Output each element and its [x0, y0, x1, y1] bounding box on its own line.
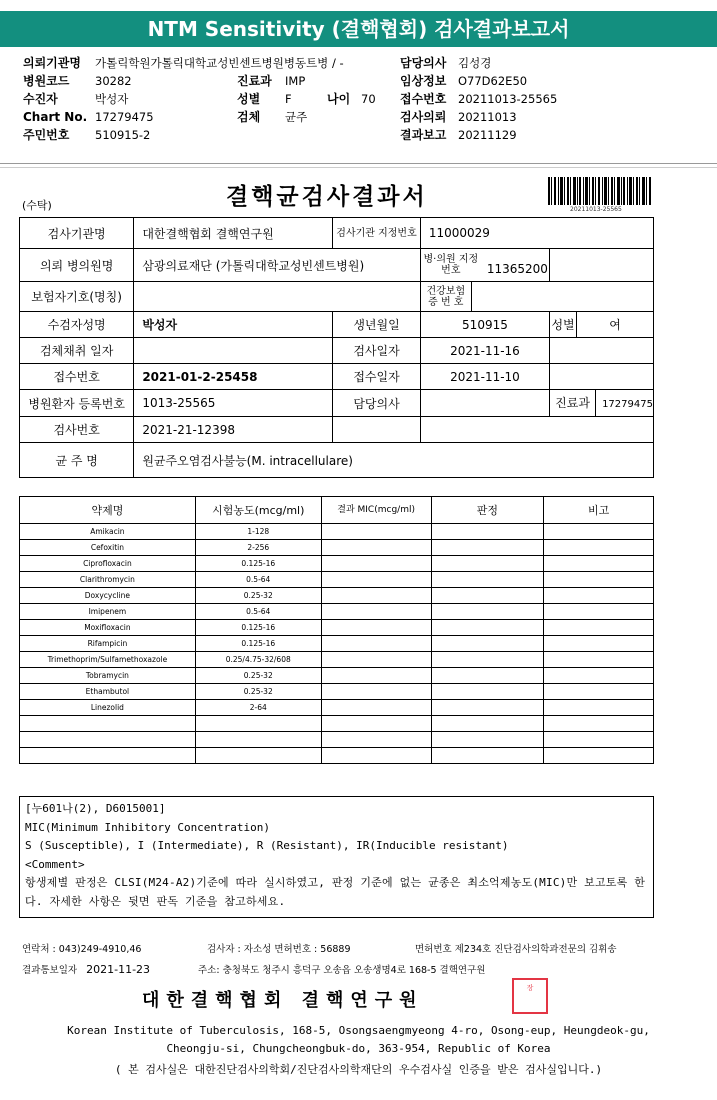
field-label: 진료과 [550, 390, 596, 416]
table-row [20, 620, 654, 636]
test-concentration: 0.125-16 [195, 556, 321, 572]
dept-cell [550, 390, 654, 417]
field-label: 검체채취 일자 [20, 338, 134, 364]
header-value: 김성경 [458, 56, 492, 70]
notes-comment: 항생제별 판정은 CLSI(M24-A2)기준에 따라 실시하였고, 판정 기준에 없는 균종은 최소억제농도(MIC)만 보고토록 한다. 자세한 사항은 뒷면 판독 기준을 참고하세요. [25, 876, 646, 908]
test-concentration: 2-256 [195, 540, 321, 556]
header-label: 주민번호 [23, 128, 70, 142]
interpretation [431, 572, 544, 588]
field-label: 균 주 명 [20, 443, 134, 478]
footer-report-date-value: 2021-11-23 [86, 963, 151, 976]
interpretation [431, 668, 544, 684]
divider [0, 163, 717, 164]
header-label: 검사의뢰 [400, 110, 447, 124]
test-concentration: 0.25-32 [195, 588, 321, 604]
drug-name: Ethambutol [20, 684, 196, 700]
column-header: 판정 [431, 497, 544, 524]
header-value: 17279475 [95, 110, 154, 124]
header-label: 담당의사 [400, 56, 447, 70]
header-ward: 병동트병 / - [283, 56, 344, 70]
column-header: 시험농도(mcg/ml) [195, 497, 321, 524]
official-seal-stamp: 장 [512, 978, 548, 1014]
mic-result [321, 684, 431, 700]
header-label: 성별 [237, 92, 261, 106]
header-middle-block [237, 72, 376, 126]
field-label: 검사일자 [333, 338, 421, 364]
drug-name [20, 732, 196, 748]
test-concentration: 0.25-32 [195, 668, 321, 684]
mic-result [321, 668, 431, 684]
column-header: 약제명 [20, 497, 196, 524]
column-header: 결과 MIC(mcg/ml) [321, 497, 431, 524]
strain-value: 원균주오염검사불능(M. intracellulare) [134, 443, 654, 478]
drug-name [20, 748, 196, 764]
drug-name: Rifampicin [20, 636, 196, 652]
field-label: 병원환자 등록번호 [20, 390, 134, 417]
remark [544, 732, 654, 748]
field-label: 병·의원 지정번호 11365200 [420, 249, 549, 282]
mic-result [321, 524, 431, 540]
notes-comment-label: <Comment> [25, 857, 85, 871]
consignment-label: (수탁) [22, 199, 52, 212]
test-concentration: 0.125-16 [195, 636, 321, 652]
header-value: O77D62E50 [458, 74, 528, 88]
field-label: 의뢰 병의원명 [20, 249, 134, 282]
footer-address: 주소: 충청북도 청주시 흥덕구 오송읍 오송생명4로 168-5 결핵연구원 [198, 965, 486, 976]
test-concentration [195, 716, 321, 732]
notes-legend: S (Susceptible), I (Intermediate), R (Resistant), IR(Inducible resistant) [25, 839, 509, 852]
table-row [20, 524, 654, 540]
interpretation [431, 732, 544, 748]
test-concentration: 0.5-64 [195, 572, 321, 588]
header-label: 수진자 [23, 92, 58, 106]
table-row [20, 282, 654, 312]
table-row [20, 716, 654, 732]
receipt-number: 2021-01-2-25458 [134, 364, 333, 390]
table-row [20, 652, 654, 668]
interpretation [431, 716, 544, 732]
requester-value: 삼광의료재단 (가톨릭대학교성빈센트병원) [134, 249, 421, 282]
english-address-line: Korean Institute of Tuberculosis, 168-5, Osongsaengmyeong 4-ro, Osong-eup, Heungdeok-gu, [67, 1024, 650, 1037]
dept-value: 17279475 [602, 399, 653, 410]
mic-result [321, 620, 431, 636]
test-concentration: 0.25/4.75-32/608 [195, 652, 321, 668]
footer-phone: 연락처 : 043)249-4910,46 [22, 944, 142, 955]
table-row [20, 417, 654, 443]
header-label: 임상정보 [400, 74, 447, 88]
field-label: 담당의사 [333, 390, 421, 417]
mic-result [321, 700, 431, 716]
registration-number: 1013-25565 [134, 390, 333, 417]
header-value: 70 [361, 92, 376, 106]
column-header: 비고 [544, 497, 654, 524]
doctor-value [420, 390, 549, 417]
header-label: Chart No. [23, 110, 88, 124]
footer-report-date [22, 962, 150, 976]
patient-name: 박성자 [134, 312, 333, 338]
empty-cell [333, 417, 421, 443]
remark [544, 652, 654, 668]
remark [544, 700, 654, 716]
header-value: 균주 [285, 110, 308, 124]
interpretation [431, 748, 544, 764]
field-label: 접수번호 [20, 364, 134, 390]
interpretation [431, 540, 544, 556]
header-value: 가톨릭학원가톨릭대학교성빈센트병원 [95, 56, 284, 70]
divider [0, 167, 717, 168]
mic-result [321, 588, 431, 604]
institution-number: 11000029 [420, 218, 653, 249]
susceptibility-table [19, 496, 654, 764]
remark [544, 572, 654, 588]
document-title: 결핵균검사결과서 [226, 183, 428, 210]
test-concentration: 1-128 [195, 524, 321, 540]
header-label: 의뢰기관명 [23, 56, 81, 70]
field-label: 보험자기호(명칭) [20, 282, 134, 312]
drug-name: Clarithromycin [20, 572, 196, 588]
notes-box [19, 796, 654, 918]
interpretation [431, 652, 544, 668]
test-concentration: 0.25-32 [195, 684, 321, 700]
interpretation [431, 684, 544, 700]
header-value: F [285, 92, 292, 106]
drug-name: Imipenem [20, 604, 196, 620]
mic-result [321, 748, 431, 764]
header-label: 진료과 [237, 74, 272, 88]
table-row [20, 338, 654, 364]
remark [544, 588, 654, 604]
notes-mic: MIC(Minimum Inhibitory Concentration) [25, 820, 271, 834]
interpretation [431, 588, 544, 604]
field-label: 검사번호 [20, 417, 134, 443]
drug-name: Linezolid [20, 700, 196, 716]
table-row [20, 604, 654, 620]
interpretation [431, 556, 544, 572]
patient-info-table [19, 217, 654, 478]
mic-result [321, 540, 431, 556]
interpretation [431, 604, 544, 620]
remark [544, 636, 654, 652]
remark [544, 556, 654, 572]
interpretation [431, 700, 544, 716]
test-concentration [195, 732, 321, 748]
remark [544, 684, 654, 700]
drug-name [20, 716, 196, 732]
interpretation [431, 524, 544, 540]
table-row [20, 588, 654, 604]
footer-license: 면허번호 제234호 진단검사의학과전문의 김휘송 [415, 944, 617, 955]
remark [544, 540, 654, 556]
mic-result [321, 604, 431, 620]
empty-cell [550, 364, 654, 390]
field-label: 검사기관명 [20, 218, 134, 249]
header-value: IMP [285, 74, 306, 88]
dob-value: 510915 [420, 312, 549, 338]
test-number: 2021-21-12398 [134, 417, 333, 443]
table-row [20, 700, 654, 716]
notes-code: [누601나(2), D6015001] [25, 802, 166, 815]
table-row [20, 218, 654, 249]
header-value: 20211013-25565 [458, 92, 558, 106]
test-concentration: 2-64 [195, 700, 321, 716]
mic-result [321, 636, 431, 652]
table-row [20, 540, 654, 556]
header-label: 검체 [237, 110, 261, 124]
remark [544, 604, 654, 620]
header-value: 20211129 [458, 128, 517, 142]
table-row [20, 556, 654, 572]
header-value: 20211013 [458, 110, 517, 124]
interpretation [431, 636, 544, 652]
table-row [20, 636, 654, 652]
mic-result [321, 572, 431, 588]
remark [544, 748, 654, 764]
barcode-image [548, 177, 652, 205]
mic-result [321, 732, 431, 748]
insurer-value [134, 282, 421, 312]
test-concentration: 0.125-16 [195, 620, 321, 636]
drug-name: Moxifloxacin [20, 620, 196, 636]
footer-tester: 검사자 : 자소성 면허번호 : 56889 [207, 944, 351, 955]
table-header-row [20, 497, 654, 524]
drug-name: Cefoxitin [20, 540, 196, 556]
collect-date [134, 338, 333, 364]
header-label: 나이 [327, 92, 351, 106]
header-value: 510915-2 [95, 128, 151, 142]
test-concentration [195, 748, 321, 764]
drug-name: Trimethoprim/Sulfamethoxazole [20, 652, 196, 668]
table-row [20, 390, 654, 417]
table-row [20, 668, 654, 684]
empty-cell [420, 417, 653, 443]
test-concentration: 0.5-64 [195, 604, 321, 620]
table-row [20, 364, 654, 390]
table-row [20, 312, 654, 338]
header-label: 병원코드 [23, 74, 70, 88]
remark [544, 668, 654, 684]
certification-note: ( 본 검사실은 대한진단검사의학회/진단검사의학재단의 우수검사실 인증을 받은 검사실입니다.) [114, 1063, 603, 1076]
barcode-number: 20211013-25565 [570, 206, 622, 213]
interpretation [431, 620, 544, 636]
table-row [20, 748, 654, 764]
insurer-number [471, 282, 653, 312]
drug-name: Tobramycin [20, 668, 196, 684]
header-value: 30282 [95, 74, 132, 88]
drug-name: Doxycycline [20, 588, 196, 604]
drug-name: Ciprofloxacin [20, 556, 196, 572]
mic-result [321, 556, 431, 572]
table-row [20, 443, 654, 478]
header-value: 박성자 [95, 92, 129, 106]
remark [544, 716, 654, 732]
field-label: 수검자성명 [20, 312, 134, 338]
field-label: 건강보험 증 번 호 [420, 282, 471, 312]
report-title: NTM Sensitivity (결핵협회) 검사결과보고서 [0, 11, 717, 47]
footer-report-date-label: 결과통보일자 [22, 965, 78, 976]
requester-number: 11365200 [486, 262, 548, 276]
field-label: 성별 [550, 312, 577, 338]
mic-result [321, 652, 431, 668]
table-row [20, 732, 654, 748]
english-address-line: Cheongju-si, Chungcheongbuk-do, 363-954, Republic of Korea [166, 1042, 551, 1055]
test-date: 2021-11-16 [420, 338, 549, 364]
mic-result [321, 716, 431, 732]
organization-name: 대한결핵협회 결핵연구원 [142, 990, 424, 1011]
empty-cell [550, 249, 654, 282]
field-label: 생년월일 [333, 312, 421, 338]
header-label: 접수번호 [400, 92, 447, 106]
table-row [20, 249, 654, 282]
field-label: 검사기관 지정번호 [333, 218, 421, 249]
institution-value: 대한결핵협회 결핵연구원 [134, 218, 333, 249]
empty-cell [550, 338, 654, 364]
drug-name: Amikacin [20, 524, 196, 540]
remark [544, 524, 654, 540]
header-right-block [400, 54, 557, 144]
remark [544, 620, 654, 636]
table-row [20, 572, 654, 588]
receipt-date: 2021-11-10 [420, 364, 549, 390]
header-label: 결과보고 [400, 128, 447, 142]
field-label: 접수일자 [333, 364, 421, 390]
sex-value: 여 [577, 312, 654, 338]
table-row [20, 684, 654, 700]
